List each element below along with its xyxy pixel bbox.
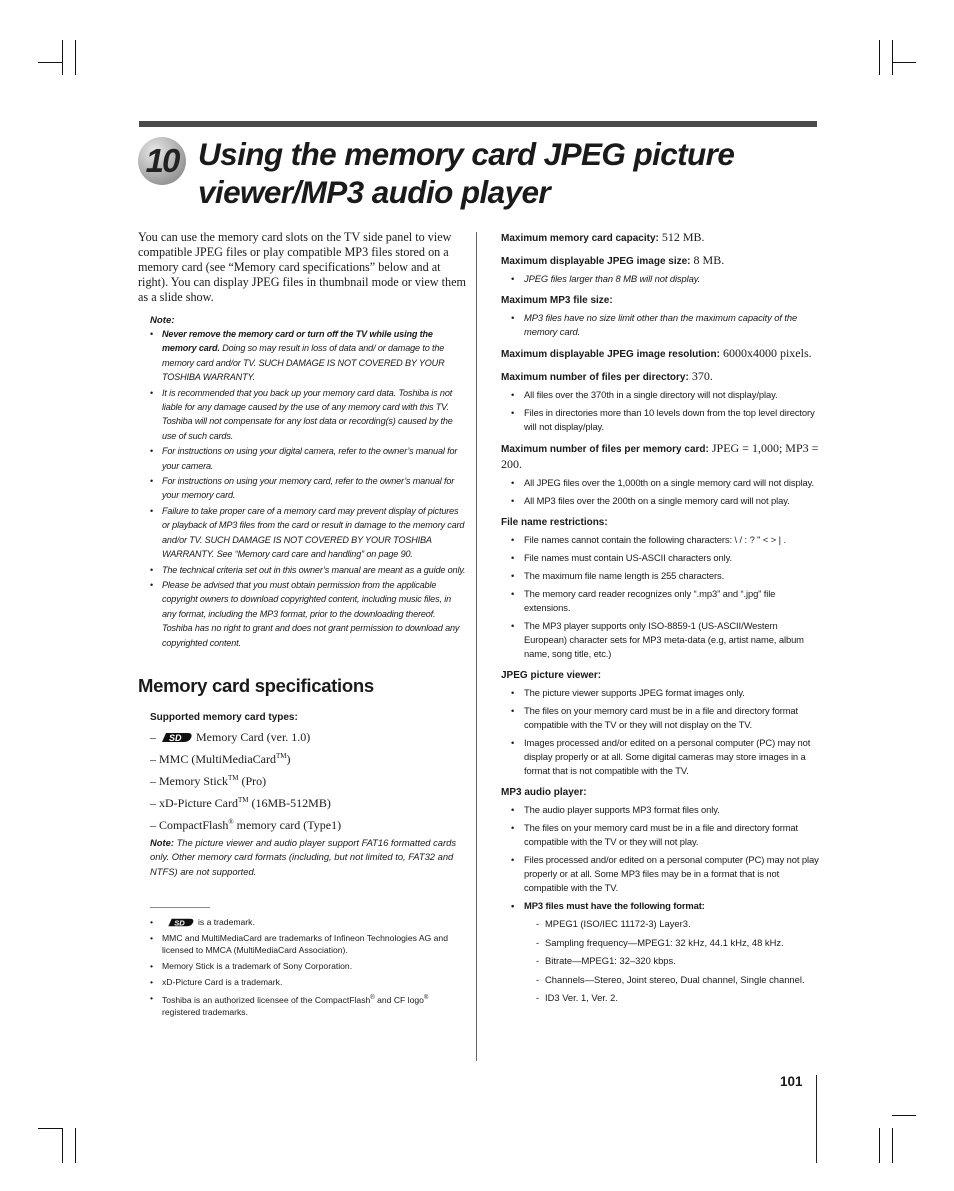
crop-mark <box>38 62 62 63</box>
card-cf-label: – CompactFlash <box>150 817 229 832</box>
note-warning-bold: Never remove the memory card or turn off the TV while using the memory card. <box>162 329 433 354</box>
registered-mark: ® <box>370 995 375 1002</box>
format-note-text: The picture viewer and audio player support FAT16 formatted cards only. Other memory card formats (including, but not limited to, FAT32 and NTFS) are not supported. <box>150 836 457 877</box>
footnote-list <box>150 916 466 1018</box>
trademark-mark: TM <box>237 795 249 804</box>
card-xd-suffix: (16MB-512MB) <box>248 795 331 810</box>
title-bar <box>139 121 817 127</box>
list-item: • All MP3 files over the 200th on a single memory card will not play. <box>501 494 821 508</box>
spec-files-per-card-line <box>501 441 821 473</box>
spec-capacity <box>501 230 821 246</box>
spec-list <box>501 533 821 661</box>
list-item: • Files processed and/or edited on a personal computer (PC) may not play properly or at all. Some MP3 files may be in a format that is not compatible with the TV. <box>501 853 821 895</box>
mp3-format-list <box>501 917 821 1005</box>
card-mmc-label: – MMC (MultiMediaCard <box>150 751 276 766</box>
crop-mark <box>75 40 76 75</box>
note-list <box>150 327 466 650</box>
list-item: • The files on your memory card must be in a file and directory format compatible with the TV or they will not display on the TV. <box>501 704 821 732</box>
list-item: • Images processed and/or edited on a personal computer (PC) may not display properly or at all. Some digital cameras may store images in a format that is not compatible with the TV. <box>501 736 821 778</box>
spec-label: JPEG picture viewer: <box>501 670 602 681</box>
spec-value: 370. <box>688 369 713 383</box>
list-item: • Files in directories more than 10 levels down from the top level directory will not display/play. <box>501 406 821 434</box>
card-compactflash <box>150 813 466 835</box>
spec-label: Maximum number of files per directory: <box>501 372 689 383</box>
spec-value: 512 MB. <box>658 230 705 244</box>
spec-mp3-size <box>501 293 821 339</box>
supported-cards <box>150 712 466 880</box>
intro-paragraph: You can use the memory card slots on the TV side panel to view compatible JPEG files or play compatible MP3 files stored on a memory card (see “Memory card specifications” below and at right). You can display JPEG files in thumbnail mode or view them as a slide show. <box>138 230 467 304</box>
supported-label: Supported memory card types: <box>150 711 298 723</box>
svg-text:SD: SD <box>169 732 182 743</box>
card-ms-label: – Memory Stick <box>150 773 228 788</box>
card-sd: – SD Memory Card (ver. 1.0) <box>150 729 311 744</box>
note-warning-text: Doing so may result in loss of data and/ or damage to the memory card and/or TV. SUCH DAMAGE IS NOT COVERED BY YOUR TOSHIBA WARRANTY. <box>162 343 445 383</box>
footnote-ms: • Memory Stick is a trademark of Sony Corporation. <box>150 960 466 972</box>
list-item: - MPEG1 (ISO/IEC 11172-3) Layer3. <box>501 917 821 931</box>
note-item: • It is recommended that you back up your memory card data. Toshiba is not liable for any damage caused by the use of any memory card with this TV. Toshiba will not compensate for any lost data or recording(s) caused by the use of such cards. <box>150 386 466 444</box>
note-item: • For instructions on using your memory card, refer to the owner’s manual for your memory card. <box>150 474 466 503</box>
note-item <box>150 327 466 385</box>
card-cf-suffix: memory card (Type1) <box>233 817 342 832</box>
card-ms-suffix: (Pro) <box>238 773 267 788</box>
format-note-label: Note: <box>150 836 174 848</box>
list-item: - Channels—Stereo, Joint stereo, Dual channel, Single channel. <box>501 973 821 987</box>
spec-value: 8 MB. <box>690 253 725 267</box>
crop-mark <box>75 1128 76 1163</box>
list-item: • File names must contain US-ASCII characters only. <box>501 551 821 565</box>
registered-mark: ® <box>228 817 234 826</box>
list-item: • All files over the 370th in a single directory will not display/play. <box>501 388 821 402</box>
spec-list <box>501 388 821 434</box>
trademark-mark: TM <box>276 751 287 760</box>
list-item: • The MP3 player supports only ISO-8859-1 (US-ASCII/Western European) character sets for MP3 meta-data (e.g, artist name, album name, song title, etc.) <box>501 619 821 661</box>
crop-mark <box>38 1128 62 1129</box>
sd-logo-icon <box>160 731 194 744</box>
footnote-mmc: • MMC and MultiMediaCard are trademarks of Infineon Technologies AG and licensed to MMCA (MultiMediaCard Association). <box>150 932 466 956</box>
footnote-sd-text: is a trademark. <box>198 917 255 928</box>
spec-capacity-line <box>501 230 821 246</box>
spec-value: JPEG = 1,000; MP3 = 200. <box>501 441 819 471</box>
footnote-cf <box>150 992 466 1018</box>
crop-mark <box>62 1128 63 1163</box>
left-column <box>138 230 466 1022</box>
footnote-cf-text: and CF logo <box>374 995 424 1006</box>
list-item: • The audio player supports MP3 format files only. <box>501 803 821 817</box>
card-mmc <box>150 747 466 769</box>
list-item: • The memory card reader recognizes only “.mp3” and “.jpg” file extensions. <box>501 587 821 615</box>
spec-list <box>501 272 821 286</box>
spec-label: Maximum displayable JPEG image resolution: <box>501 349 720 360</box>
spec-label: File name restrictions: <box>501 517 608 528</box>
list-item: • File names cannot contain the following characters: \ / : ? " < > | . <box>501 533 821 547</box>
registered-mark: ® <box>423 995 429 1002</box>
spec-files-per-dir <box>501 369 821 434</box>
spec-list <box>501 803 821 913</box>
spec-resolution-line <box>501 346 821 362</box>
spec-label: Maximum memory card capacity: <box>501 233 659 244</box>
chapter-title: Using the memory card JPEG picture viewer/MP3 audio player <box>198 136 735 210</box>
spec-label: Maximum displayable JPEG image size: <box>501 256 691 267</box>
spec-resolution <box>501 346 821 362</box>
note-item: • The technical criteria set out in this owner’s manual are meant as a guide only. <box>150 563 466 577</box>
card-memory-stick <box>150 769 466 791</box>
list-item: • The maximum file name length is 255 characters. <box>501 569 821 583</box>
note-item: • Please be advised that you must obtain permission from the applicable copyright owners to download copyrighted content, including music files, in any format, including the MP3 format, prior to the downloading thereof. Toshiba has no right to grant and does not grant permission to download any copyrighted content. <box>150 578 466 650</box>
spec-label: MP3 audio player: <box>501 787 587 798</box>
spec-mp3-player <box>501 785 821 1005</box>
column-divider <box>476 232 477 1061</box>
footnote-divider <box>150 907 210 908</box>
svg-text:SD: • SD <box>174 918 185 928</box>
note-block <box>150 315 466 650</box>
card-sd-label: Memory Card (ver. 1.0) <box>196 729 311 744</box>
list-item: • JPEG files larger than 8 MB will not display. <box>501 272 821 286</box>
spec-list <box>501 476 821 508</box>
list-item: • The picture viewer supports JPEG format images only. <box>501 686 821 700</box>
footnote-cf-text: registered trademarks. <box>162 1007 248 1018</box>
footnote-cf-text: Toshiba is an authorized licensee of the CompactFlash <box>162 995 371 1006</box>
crop-mark <box>879 40 880 75</box>
spec-list <box>501 686 821 778</box>
sd-logo-icon <box>166 917 196 928</box>
chapter-number: 10 <box>138 137 186 185</box>
spec-label: Maximum MP3 file size: <box>501 295 613 306</box>
spec-files-per-card <box>501 441 821 508</box>
footnote-xd: • xD-Picture Card is a trademark. <box>150 976 466 988</box>
crop-mark <box>892 62 916 63</box>
list-item: - ID3 Ver. 1, Ver. 2. <box>501 991 821 1005</box>
list-item: • MP3 files have no size limit other than the maximum capacity of the memory card. <box>501 311 821 339</box>
page-number: 101 <box>780 1074 803 1089</box>
spec-list <box>501 311 821 339</box>
spec-value: 6000x4000 pixels. <box>719 346 812 360</box>
card-mmc-suffix: ) <box>286 751 291 766</box>
spec-jpeg-size <box>501 253 821 286</box>
spec-files-per-dir-line <box>501 369 821 385</box>
spec-file-names <box>501 515 821 661</box>
crop-mark <box>892 1128 893 1163</box>
card-xd <box>150 791 466 813</box>
spec-jpeg-size-line <box>501 253 821 269</box>
list-item: • MP3 files must have the following format: <box>501 899 821 913</box>
crop-mark <box>879 1128 880 1163</box>
format-note <box>150 836 466 880</box>
list-item: • All JPEG files over the 1,000th on a single memory card will not display. <box>501 476 821 490</box>
list-item: - Bitrate—MPEG1: 32–320 kbps. <box>501 954 821 968</box>
list-item: - Sampling frequency—MPEG1: 32 kHz, 44.1 kHz, 48 kHz. <box>501 936 821 950</box>
right-column <box>501 230 821 1012</box>
specs-heading: Memory card specifications <box>138 674 374 696</box>
crop-mark <box>892 40 893 75</box>
spec-jpeg-viewer <box>501 668 821 778</box>
note-item: • Failure to take proper care of a memory card may prevent display of pictures or playback of MP3 files from the card or result in damage to the memory card and/or TV. SUCH DAMAGE IS NOT COVERED BY YOUR TOSHIBA WARRANTY. See “Memory card care and handling” on page 90. <box>150 504 466 562</box>
page-number-rule <box>816 1075 817 1163</box>
spec-label: Maximum number of files per memory card: <box>501 444 709 455</box>
card-xd-label: – xD-Picture Card <box>150 795 238 810</box>
crop-mark <box>62 40 63 75</box>
note-label: Note: <box>150 315 175 326</box>
trademark-mark: TM <box>228 773 239 782</box>
crop-mark <box>892 1115 916 1116</box>
note-item: • For instructions on using your digital camera, refer to the owner’s manual for your camera. <box>150 444 466 473</box>
list-item: • The files on your memory card must be in a file and directory format compatible with the TV or they will not play. <box>501 821 821 849</box>
footnote-sd <box>150 916 466 928</box>
